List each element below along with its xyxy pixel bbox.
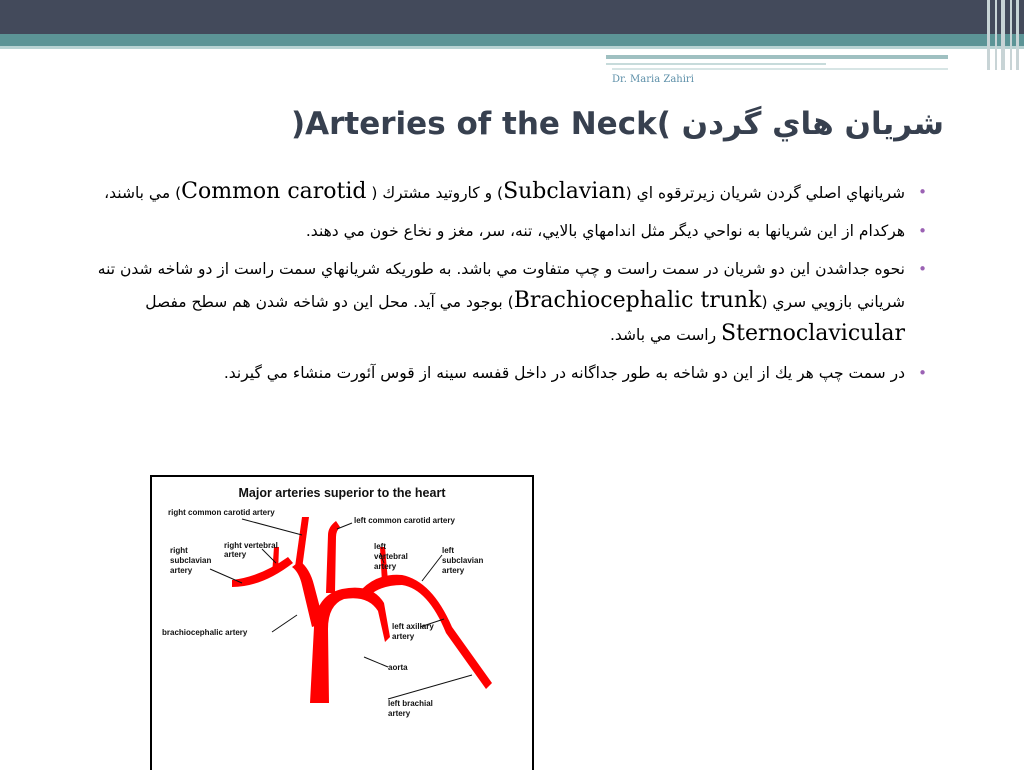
bullet-item	[90, 357, 927, 389]
decorative-line	[606, 63, 826, 65]
label-left-subclavian: subclavian	[442, 556, 484, 565]
label-left-vertebral: left	[374, 542, 386, 551]
header-band	[0, 0, 1024, 34]
bullet-item	[90, 215, 927, 247]
right-vertebral-shape	[272, 547, 279, 575]
slide-title	[291, 106, 944, 142]
bullet-text: در سمت چپ هر يك از اين دو شاخه به طور جداگانه در داخل قفسه سينه از قوس آئورت منشاء مي گيرند.	[223, 364, 905, 382]
term-common-carotid: Common carotid	[181, 179, 367, 204]
bullet-icon: •	[918, 364, 927, 382]
label-left-subclavian: left	[442, 546, 454, 555]
arteries-diagram-svg	[152, 477, 532, 770]
label-right-vertebral: right vertebral	[224, 541, 278, 550]
label-left-brachial: left brachial	[388, 699, 433, 708]
label-right-subclavian: subclavian	[170, 556, 212, 565]
label-right-common-carotid: right common carotid artery	[168, 508, 275, 517]
label-left-brachial: artery	[388, 709, 411, 718]
brachiocephalic-shape	[292, 561, 324, 627]
diagram-title: Major arteries superior to the heart	[238, 486, 446, 500]
label-right-vertebral: artery	[224, 550, 247, 559]
label-brachiocephalic: brachiocephalic artery	[162, 628, 248, 637]
author-name: Dr. Maria Zahiri	[612, 74, 694, 85]
bullet-icon: •	[918, 183, 927, 201]
label-left-vertebral: vertebral	[374, 552, 408, 561]
bullet-text: شريانهاي اصلي گردن شريان زيرترقوه اي (	[625, 184, 905, 202]
header-accent-line	[0, 46, 1024, 49]
decorative-stripes	[985, 0, 1024, 70]
bullet-text: نحوه جداشدن اين دو شريان در سمت راست و چپ متفاوت مي باشد. به طوريكه شريانهاي سمت راست از دو شاخه شدن تنه شرياني بازويي سري (	[97, 260, 905, 311]
title-paren-open: (	[290, 106, 306, 142]
bullet-item	[90, 176, 927, 209]
term-sternoclavicular: Sternoclavicular	[721, 321, 905, 346]
arteries-diagram	[150, 475, 534, 770]
title-paren-close: )	[656, 106, 671, 142]
decorative-line	[612, 68, 948, 70]
label-left-axillary: left axillary	[392, 622, 434, 631]
bullet-text: ) بوجود مي آيد. محل اين دو شاخه شدن هم سطح مفصل	[145, 293, 514, 311]
term-subclavian: Subclavian	[503, 179, 626, 204]
aorta-shape	[310, 588, 390, 703]
label-left-vertebral: artery	[374, 562, 397, 571]
bullet-text: ) و كاروتيد مشترك (	[366, 184, 504, 202]
bullet-icon: •	[918, 260, 927, 278]
decorative-line	[606, 55, 948, 59]
right-carotid-shape	[295, 517, 309, 569]
bullet-icon: •	[918, 222, 927, 240]
label-right-subclavian: artery	[170, 566, 193, 575]
title-english: Arteries of the Neck	[305, 106, 657, 142]
bullet-text: هركدام از اين شريانها به نواحي ديگر مثل اندامهاي بالايي، تنه، سر، مغز و نخاع خون مي دهند.	[305, 222, 905, 240]
label-aorta: aorta	[388, 663, 408, 672]
header-accent-band	[0, 34, 1024, 46]
label-right-subclavian: right	[170, 546, 188, 555]
label-left-subclavian: artery	[442, 566, 465, 575]
label-left-axillary: artery	[392, 632, 415, 641]
bullet-text: ) مي باشند،	[104, 184, 182, 202]
bullet-list	[90, 176, 927, 395]
bullet-text: راست مي باشد.	[609, 326, 722, 344]
left-subclavian-shape	[362, 575, 492, 689]
bullet-item	[90, 253, 927, 351]
left-carotid-shape	[326, 521, 340, 593]
label-left-common-carotid: left common carotid artery	[354, 516, 455, 525]
term-brachiocephalic-trunk: Brachiocephalic trunk	[513, 288, 762, 313]
title-persian: شريان هاي گردن	[681, 106, 944, 142]
